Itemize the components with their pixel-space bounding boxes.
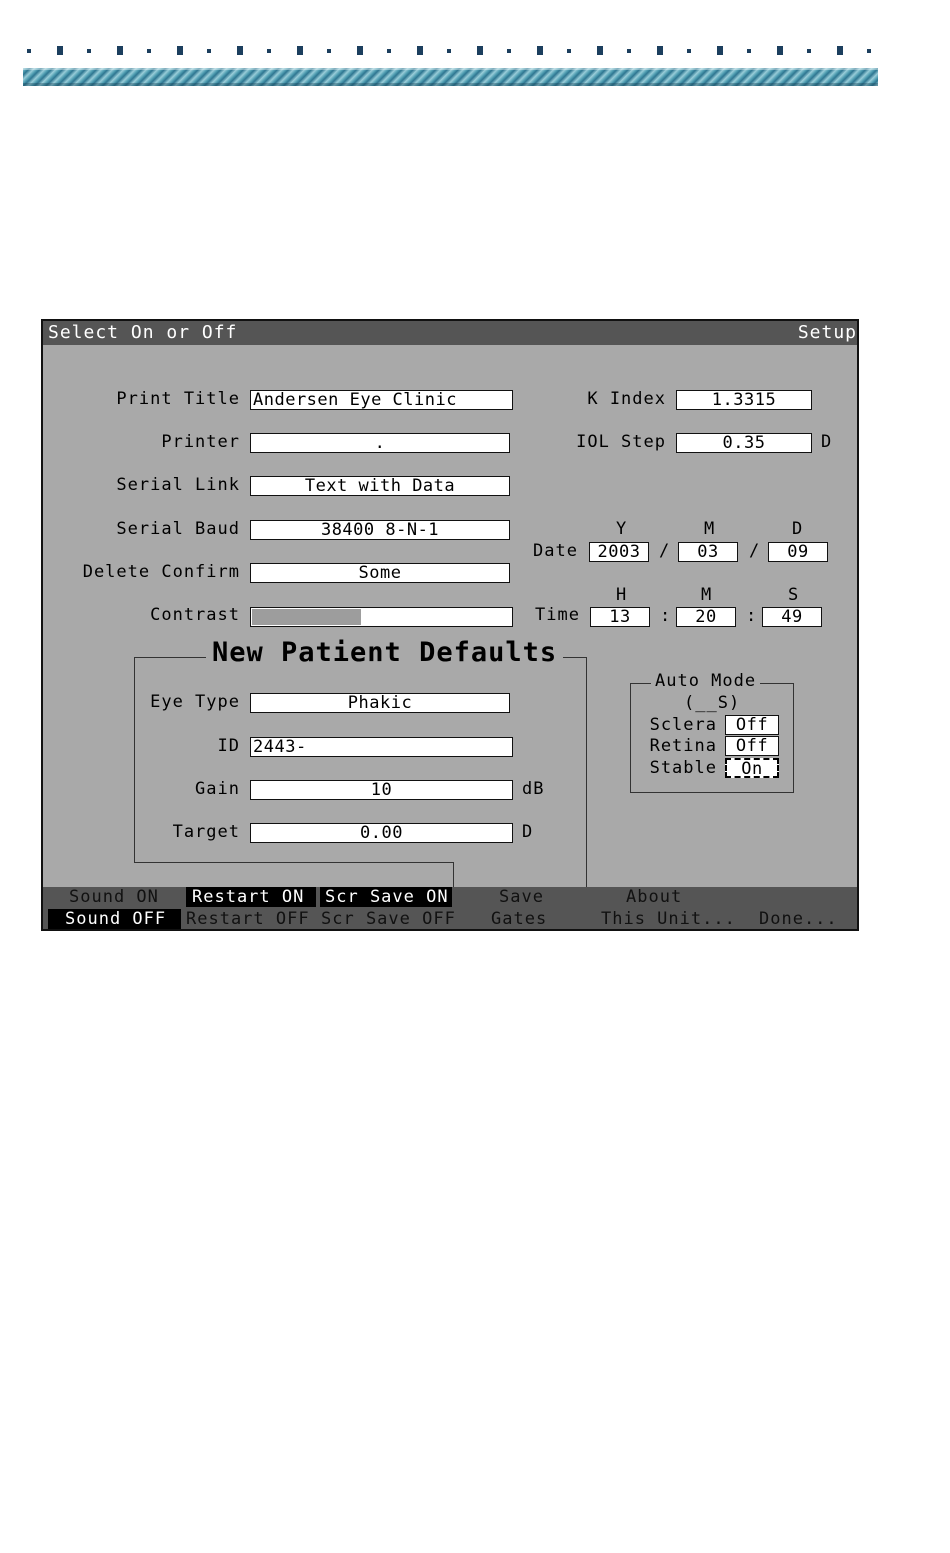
header-banner xyxy=(23,68,878,86)
rule-dot xyxy=(87,49,91,53)
stable-toggle[interactable]: On xyxy=(725,758,779,778)
rule-dot xyxy=(747,49,751,53)
serial-link-field[interactable]: Text with Data xyxy=(250,476,510,496)
auto-mode-code: (__S) xyxy=(684,693,741,713)
scr-save-off-button[interactable]: Scr Save OFF xyxy=(321,909,456,929)
restart-off-button[interactable]: Restart OFF xyxy=(186,909,310,929)
stable-label: Stable xyxy=(649,758,717,778)
iol-step-field[interactable]: 0.35 xyxy=(676,433,812,453)
printer-field[interactable]: . xyxy=(250,433,510,453)
rule-dot xyxy=(807,49,811,53)
time-minute-field[interactable]: 20 xyxy=(676,607,736,627)
id-label: ID xyxy=(217,736,240,756)
rule-dot xyxy=(507,49,511,53)
sclera-label: Sclera xyxy=(649,715,717,735)
rule-dot xyxy=(837,46,843,55)
rule-dot xyxy=(867,49,871,53)
rule-dot xyxy=(477,46,483,55)
auto-mode-border xyxy=(630,792,794,793)
prompt-text: Select On or Off xyxy=(48,322,238,343)
target-field[interactable]: 0.00 xyxy=(250,823,513,843)
auto-mode-border xyxy=(793,683,794,793)
target-label: Target xyxy=(172,822,240,842)
k-index-label: K Index xyxy=(587,389,666,409)
eye-type-label: Eye Type xyxy=(150,692,240,712)
print-title-field[interactable]: Andersen Eye Clinic xyxy=(250,390,513,410)
rule-dot xyxy=(417,46,423,55)
group-border xyxy=(134,862,454,863)
rule-dot xyxy=(717,46,723,55)
title-bar xyxy=(43,321,857,345)
sound-off-button[interactable]: Sound OFF xyxy=(48,909,181,929)
date-day-field[interactable]: 09 xyxy=(768,542,828,562)
delete-confirm-label: Delete Confirm xyxy=(82,562,240,582)
rule-dot xyxy=(147,49,151,53)
about-button-line2[interactable]: This Unit... xyxy=(601,909,736,929)
rule-dot xyxy=(327,49,331,53)
rule-dot xyxy=(297,46,303,55)
date-d-label: D xyxy=(792,519,804,539)
setup-screen xyxy=(41,319,859,931)
retina-label: Retina xyxy=(649,736,717,756)
gain-label: Gain xyxy=(195,779,240,799)
time-h-label: H xyxy=(616,585,628,605)
date-y-label: Y xyxy=(616,519,628,539)
rule-dot xyxy=(537,46,543,55)
delete-confirm-field[interactable]: Some xyxy=(250,563,510,583)
time-s-label: S xyxy=(788,585,800,605)
about-button[interactable]: About xyxy=(626,887,683,907)
iol-step-label: IOL Step xyxy=(576,432,666,452)
mode-label: Setup xyxy=(797,322,857,343)
eye-type-field[interactable]: Phakic xyxy=(250,693,510,713)
contrast-level-bar xyxy=(252,609,361,625)
rule-dot xyxy=(207,49,211,53)
done-button[interactable]: Done... xyxy=(759,909,838,929)
contrast-slider[interactable] xyxy=(250,607,513,627)
serial-baud-label: Serial Baud xyxy=(116,519,240,539)
rule-dot xyxy=(627,49,631,53)
save-gates-button[interactable]: Save xyxy=(499,887,544,907)
rule-dot xyxy=(177,46,183,55)
serial-link-label: Serial Link xyxy=(116,475,240,495)
printer-label: Printer xyxy=(161,432,240,452)
time-m-label: M xyxy=(701,585,713,605)
date-year-field[interactable]: 2003 xyxy=(589,542,649,562)
contrast-label: Contrast xyxy=(150,605,240,625)
time-label: Time xyxy=(535,605,580,625)
group-border xyxy=(586,657,587,887)
print-title-label: Print Title xyxy=(116,389,240,409)
patient-id-field[interactable]: 2443- xyxy=(250,737,513,757)
rule-dot xyxy=(237,46,243,55)
new-patient-heading: New Patient Defaults xyxy=(206,637,563,668)
group-border xyxy=(134,657,135,863)
gain-unit: dB xyxy=(522,779,545,799)
rule-dot xyxy=(27,49,31,53)
rule-dot xyxy=(57,46,63,55)
sclera-toggle[interactable]: Off xyxy=(725,715,779,735)
rule-dot xyxy=(657,46,663,55)
date-label: Date xyxy=(533,541,578,561)
iol-step-unit: D xyxy=(821,432,833,452)
rule-dot xyxy=(387,49,391,53)
time-hour-field[interactable]: 13 xyxy=(590,607,650,627)
target-unit: D xyxy=(522,822,534,842)
auto-mode-heading: Auto Mode xyxy=(651,671,760,691)
rule-dot xyxy=(687,49,691,53)
restart-on-button[interactable]: Restart ON xyxy=(186,887,316,907)
save-gates-button-line2[interactable]: Gates xyxy=(491,909,548,929)
rule-dot xyxy=(447,49,451,53)
serial-baud-field[interactable]: 38400 8-N-1 xyxy=(250,520,510,540)
rule-dot xyxy=(357,46,363,55)
rule-dot xyxy=(597,46,603,55)
auto-mode-border xyxy=(630,683,631,793)
k-index-field[interactable]: 1.3315 xyxy=(676,390,812,410)
date-separator: / xyxy=(749,541,761,561)
group-border xyxy=(453,862,454,887)
date-separator: / xyxy=(659,541,671,561)
rule-dot xyxy=(777,46,783,55)
softkey-bar xyxy=(43,887,857,929)
date-m-label: M xyxy=(704,519,716,539)
scr-save-on-button[interactable]: Scr Save ON xyxy=(320,887,452,907)
gain-field[interactable]: 10 xyxy=(250,780,513,800)
time-second-field[interactable]: 49 xyxy=(762,607,822,627)
date-month-field[interactable]: 03 xyxy=(678,542,738,562)
dotted-rule xyxy=(25,46,875,56)
retina-toggle[interactable]: Off xyxy=(725,736,779,756)
sound-on-button[interactable]: Sound ON xyxy=(69,887,159,907)
rule-dot xyxy=(567,49,571,53)
time-separator: : xyxy=(746,606,758,626)
rule-dot xyxy=(267,49,271,53)
rule-dot xyxy=(117,46,123,55)
time-separator: : xyxy=(660,606,672,626)
